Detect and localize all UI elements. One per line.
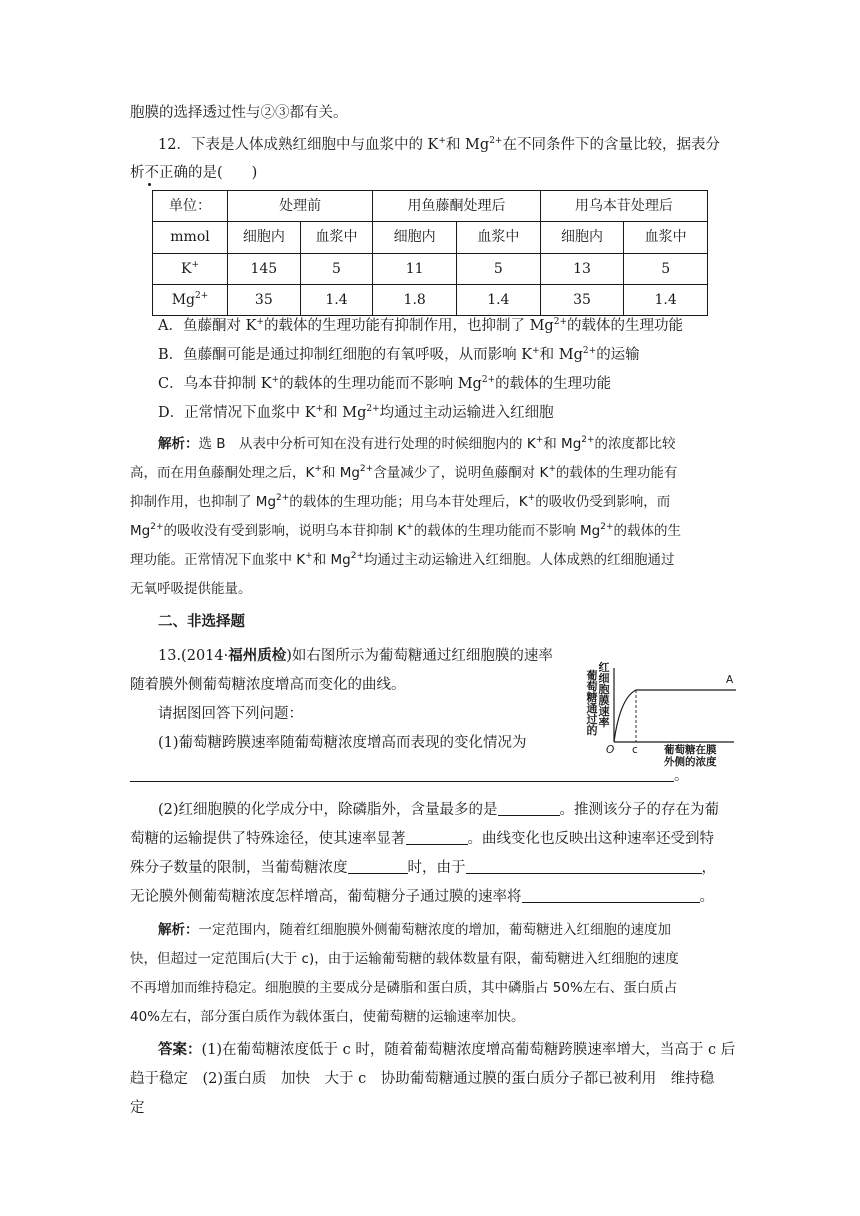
explanation-line: 抑制作用，也抑制了 $Mg^{2+}$的载体的生理功能；用乌本苷处理后，K+的吸收仍受到影响，而 <box>130 493 671 510</box>
explanation-line: 快，但超过一定范围后(大于 c)，由于运输葡萄糖的载体数量有限，葡萄糖进入红细胞的速度 <box>130 951 679 967</box>
explanation-line: $Mg^{2+}$的吸收没有受到影响，说明乌本苷抑制 K+的载体的生理功能而不影响 $Mg^{2+}$的载体的生 <box>130 522 681 539</box>
rate-curve <box>614 690 736 742</box>
explanation-line: 不再增加而维持稳定。细胞膜的主要成分是磷脂和蛋白质，其中磷脂占 50%左右、蛋白质占 <box>130 980 678 996</box>
table-cell: 1.4 <box>624 284 708 315</box>
option-d: D．正常情况下血浆中 K+和 $Mg^{2+}$均通过主动运输进入红细胞 <box>158 404 554 421</box>
table-cell: 1.4 <box>457 284 541 315</box>
table-sub-header: 细胞内 <box>540 222 624 253</box>
question-12-stem: 12．下表是人体成熟红细胞中与血浆中的 K+和 $Mg^{2+}$在不同条件下的含量比较，据表分 <box>158 136 720 153</box>
table-row <box>153 284 708 315</box>
question-13-stem: 13.(2014·福州质检)如右图所示为葡萄糖通过红细胞膜的速率 <box>158 647 553 664</box>
table-cell: 145 <box>228 253 301 284</box>
explanation-line: 40%左右，部分蛋白质作为载体蛋白，使葡萄糖的运输速率加快。 <box>130 1009 525 1025</box>
curve-label: A <box>726 674 734 686</box>
question-13-stem-cont: 随着膜外侧葡萄糖浓度增高而变化的曲线。 <box>130 677 406 693</box>
question-13-part-1: (1)葡萄糖跨膜速率随葡萄糖浓度增高而表现的变化情况为 <box>158 735 527 751</box>
emphasis-dot <box>148 183 151 186</box>
option-c: C．乌本苷抑制 K+的载体的生理功能而不影响 $Mg^{2+}$的载体的生理功能 <box>158 375 612 392</box>
x-label: 葡萄糖在膜 外侧的浓度 <box>664 744 717 768</box>
answer-blank[interactable] <box>522 888 700 903</box>
glucose-rate-figure <box>586 660 738 768</box>
table-row <box>153 253 708 284</box>
table-cell: 13 <box>540 253 624 284</box>
answer-blank[interactable] <box>348 859 408 874</box>
table-sub-header: 血浆中 <box>624 222 708 253</box>
figure-y-label-col2: 葡 萄 糖 通 过 的 <box>586 669 598 737</box>
question-12-stem-cont: 析不正确的是( ) <box>130 165 258 181</box>
table-cell: 11 <box>373 253 457 284</box>
question-13-part-2-cont: 无论膜外侧葡萄糖浓度怎样增高，葡萄糖分子通过膜的速率将 。 <box>130 889 714 905</box>
answer-blank[interactable] <box>406 830 468 845</box>
table-sub-header: 血浆中 <box>457 222 541 253</box>
table-group-header: 用鱼藤酮处理后 <box>373 191 540 222</box>
row-label: $Mg^{2+}$ <box>153 284 228 315</box>
explanation-line: 高，而在用鱼藤酮处理之后，K+和 $Mg^{2+}$含量减少了，说明鱼藤酮对 K+的载体的生理功能有 <box>130 464 678 481</box>
answer-blank[interactable] <box>466 859 702 874</box>
answer-blank[interactable] <box>130 767 674 782</box>
answer-line: 定 <box>130 1100 145 1116</box>
answer-blank-line: 。 <box>130 766 740 786</box>
table-unit-value: mmol <box>153 222 228 253</box>
explanation-line: 解析：一定范围内，随着红细胞膜外侧葡萄糖浓度的增加，葡萄糖进入红细胞的速度加 <box>158 922 671 938</box>
answer-line: 趋于稳定 (2)蛋白质 加快 大于 c 协助葡萄糖通过膜的蛋白质分子都已被利用 维持稳 <box>130 1071 715 1087</box>
section-heading: 二、非选择题 <box>158 613 245 630</box>
answer-blank[interactable] <box>498 801 560 816</box>
explanation-line: 解析：选 B 从表中分析可知在没有进行处理的时候细胞内的 K+和 $Mg^{2+}$的浓度都比较 <box>158 435 676 452</box>
table-group-header: 用乌本苷处理后 <box>540 191 707 222</box>
c-label: c <box>632 744 638 756</box>
table-cell: 5 <box>300 253 373 284</box>
row-label: K+ <box>153 253 228 284</box>
question-13-prompt: 请据图回答下列问题： <box>158 706 303 722</box>
explanation-line: 无氧呼吸提供能量。 <box>130 581 252 597</box>
figure-y-label-col1: 红 细 胞 膜 速 率 <box>598 661 610 729</box>
question-13-part-2-cont: 殊分子数量的限制，当葡萄糖浓度 时，由于 ， <box>130 860 716 876</box>
table-sub-header: 细胞内 <box>228 222 301 253</box>
question-13-part-2: (2)红细胞膜的化学成分中，除磷脂外，含量最多的是 。推测该分子的存在为葡 <box>158 802 720 818</box>
table-unit-label: 单位： <box>153 191 228 222</box>
table-cell: 1.8 <box>373 284 457 315</box>
table-cell: 1.4 <box>300 284 373 315</box>
text-line: 胞膜的选择透过性与②③都有关。 <box>130 105 348 121</box>
table-cell: 5 <box>624 253 708 284</box>
option-b: B．鱼藤酮可能是通过抑制红细胞的有氧呼吸，从而影响 K+和 $Mg^{2+}$的运输 <box>158 346 640 363</box>
ion-content-table <box>152 190 708 316</box>
origin-label: O <box>606 744 615 756</box>
explanation-line: 理功能。正常情况下血浆中 K+和 $Mg^{2+}$均通过主动运输进入红细胞。人体成熟的红细胞通过 <box>130 551 675 568</box>
table-group-header: 处理前 <box>228 191 373 222</box>
table-cell: 5 <box>457 253 541 284</box>
table-sub-header: 细胞内 <box>373 222 457 253</box>
table-cell: 35 <box>540 284 624 315</box>
answer-line: 答案：(1)在葡萄糖浓度低于 c 时，随着葡萄糖浓度增高葡萄糖跨膜速率增大，当高于 c 后 <box>158 1041 736 1058</box>
option-a: A．鱼藤酮对 K+的载体的生理功能有抑制作用，也抑制了 $Mg^{2+}$的载体的生理功能 <box>158 317 683 334</box>
question-13-part-2-cont: 萄糖的运输提供了特殊途径，使其速率显著 。曲线变化也反映出这种速率还受到特 <box>130 831 714 847</box>
table-cell: 35 <box>228 284 301 315</box>
table-sub-header: 血浆中 <box>300 222 373 253</box>
